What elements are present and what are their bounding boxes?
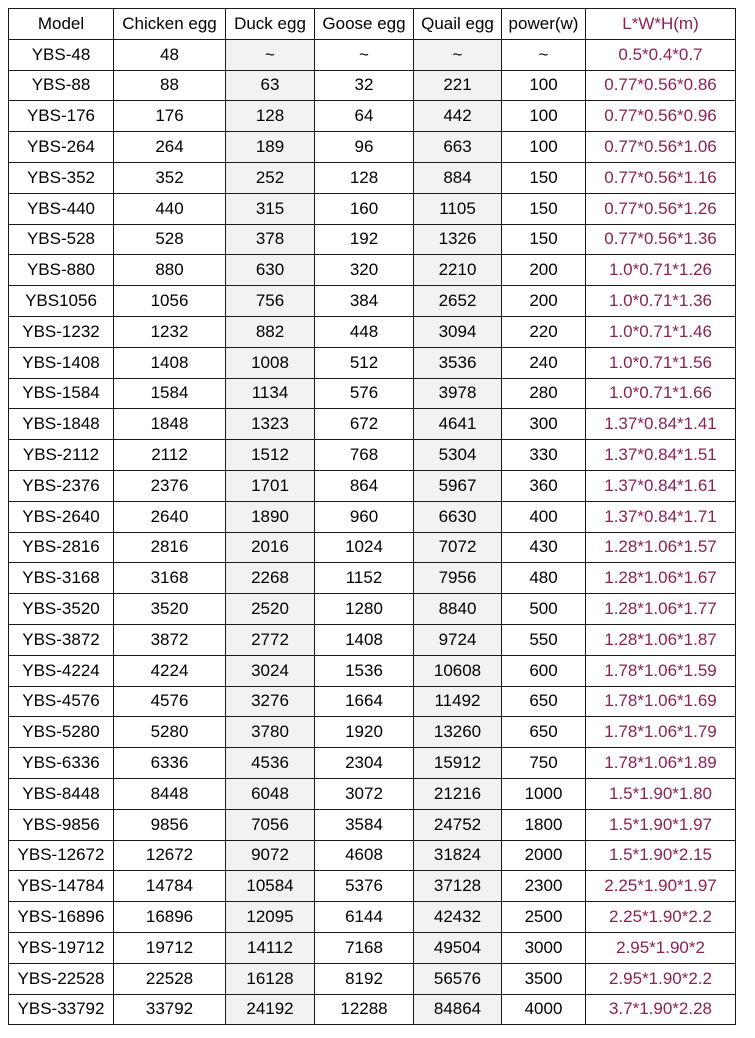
dimensions-cell: 1.37*0.84*1.51 [586,440,736,471]
dimensions-cell: 1.0*0.71*1.26 [586,255,736,286]
duck-egg-cell: 3276 [226,686,315,717]
dimensions-cell: 2.95*1.90*2.2 [586,963,736,994]
power-cell: 3500 [502,963,586,994]
dimensions-cell: 0.77*0.56*1.36 [586,224,736,255]
table-row [9,70,736,101]
duck-egg-cell: 16128 [226,963,315,994]
duck-egg-cell: 252 [226,162,315,193]
dimensions-cell: 1.5*1.90*2.15 [586,840,736,871]
power-cell: 200 [502,286,586,317]
duck-egg-cell: 14112 [226,932,315,963]
chicken-egg-cell: 4224 [114,655,226,686]
quail-egg-cell: 31824 [414,840,502,871]
goose-egg-cell: 6144 [315,902,414,933]
table-header-row [9,9,736,40]
incubator-spec-table [8,8,736,1025]
duck-egg-cell: 12095 [226,902,315,933]
table-row [9,132,736,163]
model-cell: YBS-12672 [9,840,114,871]
quail-egg-cell: 5967 [414,470,502,501]
chicken-egg-cell: 16896 [114,902,226,933]
quail-egg-cell: 2210 [414,255,502,286]
dimensions-cell: 1.28*1.06*1.77 [586,594,736,625]
power-cell: 3000 [502,932,586,963]
power-cell: 360 [502,470,586,501]
table-row [9,316,736,347]
duck-egg-cell: 63 [226,70,315,101]
model-cell: YBS-2112 [9,440,114,471]
power-cell: 280 [502,378,586,409]
chicken-egg-cell: 88 [114,70,226,101]
chicken-egg-cell: 2376 [114,470,226,501]
goose-egg-cell: 1024 [315,532,414,563]
dimensions-cell: 1.0*0.71*1.36 [586,286,736,317]
table-body [9,39,736,1025]
table-row [9,686,736,717]
chicken-egg-cell: 440 [114,193,226,224]
dimensions-cell: 0.77*0.56*1.16 [586,162,736,193]
table-row [9,286,736,317]
chicken-egg-cell: 3520 [114,594,226,625]
chicken-egg-cell: 22528 [114,963,226,994]
duck-egg-cell: 630 [226,255,315,286]
dimensions-cell: 0.77*0.56*0.96 [586,101,736,132]
chicken-egg-cell: 3168 [114,563,226,594]
duck-egg-cell: 10584 [226,871,315,902]
goose-egg-cell: 1280 [315,594,414,625]
model-cell: YBS-176 [9,101,114,132]
power-cell: 150 [502,224,586,255]
goose-egg-cell: 128 [315,162,414,193]
table-row [9,501,736,532]
duck-egg-cell: 2016 [226,532,315,563]
table-row [9,994,736,1025]
table-row [9,162,736,193]
table-row [9,840,736,871]
model-cell: YBS-880 [9,255,114,286]
model-cell: YBS-16896 [9,902,114,933]
table-row [9,378,736,409]
chicken-egg-cell: 9856 [114,809,226,840]
table-row [9,532,736,563]
duck-egg-cell: 6048 [226,778,315,809]
chicken-egg-cell: 1408 [114,347,226,378]
dimensions-cell: 1.28*1.06*1.57 [586,532,736,563]
goose-egg-cell: 192 [315,224,414,255]
power-cell: 2300 [502,871,586,902]
model-cell: YBS-4576 [9,686,114,717]
chicken-egg-cell: 880 [114,255,226,286]
model-cell: YBS1056 [9,286,114,317]
quail-egg-cell: 56576 [414,963,502,994]
quail-egg-cell: 3536 [414,347,502,378]
goose-egg-cell: 4608 [315,840,414,871]
header-chicken-egg: Chicken egg [114,9,226,40]
model-cell: YBS-88 [9,70,114,101]
power-cell: 1000 [502,778,586,809]
duck-egg-cell: 4536 [226,748,315,779]
goose-egg-cell: 1536 [315,655,414,686]
dimensions-cell: 3.7*1.90*2.28 [586,994,736,1025]
duck-egg-cell: 128 [226,101,315,132]
goose-egg-cell: 2304 [315,748,414,779]
quail-egg-cell: 11492 [414,686,502,717]
header-model: Model [9,9,114,40]
dimensions-cell: 1.5*1.90*1.80 [586,778,736,809]
goose-egg-cell: 864 [315,470,414,501]
chicken-egg-cell: 2112 [114,440,226,471]
table-row [9,255,736,286]
power-cell: 600 [502,655,586,686]
dimensions-cell: 2.25*1.90*2.2 [586,902,736,933]
power-cell: 650 [502,717,586,748]
table-row [9,347,736,378]
goose-egg-cell: 1664 [315,686,414,717]
quail-egg-cell: 13260 [414,717,502,748]
power-cell: 750 [502,748,586,779]
header-duck-egg: Duck egg [226,9,315,40]
chicken-egg-cell: 12672 [114,840,226,871]
power-cell: 150 [502,162,586,193]
quail-egg-cell: 7072 [414,532,502,563]
dimensions-cell: 0.77*0.56*1.26 [586,193,736,224]
power-cell: 650 [502,686,586,717]
chicken-egg-cell: 528 [114,224,226,255]
duck-egg-cell: 315 [226,193,315,224]
quail-egg-cell: 2652 [414,286,502,317]
goose-egg-cell: 32 [315,70,414,101]
quail-egg-cell: 37128 [414,871,502,902]
chicken-egg-cell: 1848 [114,409,226,440]
quail-egg-cell: 5304 [414,440,502,471]
quail-egg-cell: 49504 [414,932,502,963]
table-row [9,39,736,70]
quail-egg-cell: 663 [414,132,502,163]
quail-egg-cell: 10608 [414,655,502,686]
chicken-egg-cell: 4576 [114,686,226,717]
dimensions-cell: 1.78*1.06*1.79 [586,717,736,748]
quail-egg-cell: 9724 [414,624,502,655]
model-cell: YBS-3168 [9,563,114,594]
goose-egg-cell: ~ [315,39,414,70]
model-cell: YBS-1232 [9,316,114,347]
model-cell: YBS-2640 [9,501,114,532]
header-quail-egg: Quail egg [414,9,502,40]
model-cell: YBS-4224 [9,655,114,686]
table-row [9,748,736,779]
model-cell: YBS-14784 [9,871,114,902]
power-cell: 1800 [502,809,586,840]
dimensions-cell: 1.0*0.71*1.46 [586,316,736,347]
dimensions-cell: 1.5*1.90*1.97 [586,809,736,840]
goose-egg-cell: 12288 [315,994,414,1025]
goose-egg-cell: 64 [315,101,414,132]
table-row [9,871,736,902]
goose-egg-cell: 320 [315,255,414,286]
power-cell: 300 [502,409,586,440]
duck-egg-cell: 756 [226,286,315,317]
header-power: power(w) [502,9,586,40]
chicken-egg-cell: 352 [114,162,226,193]
quail-egg-cell: 42432 [414,902,502,933]
quail-egg-cell: 3094 [414,316,502,347]
power-cell: 240 [502,347,586,378]
table-row [9,409,736,440]
goose-egg-cell: 1408 [315,624,414,655]
duck-egg-cell: 189 [226,132,315,163]
table-row [9,563,736,594]
quail-egg-cell: 24752 [414,809,502,840]
table-row [9,440,736,471]
model-cell: YBS-5280 [9,717,114,748]
dimensions-cell: 1.78*1.06*1.69 [586,686,736,717]
table-row [9,717,736,748]
power-cell: 2500 [502,902,586,933]
duck-egg-cell: 1323 [226,409,315,440]
model-cell: YBS-1848 [9,409,114,440]
duck-egg-cell: 1512 [226,440,315,471]
power-cell: 200 [502,255,586,286]
dimensions-cell: 0.77*0.56*1.06 [586,132,736,163]
duck-egg-cell: 2520 [226,594,315,625]
power-cell: 550 [502,624,586,655]
dimensions-cell: 1.0*0.71*1.56 [586,347,736,378]
power-cell: 500 [502,594,586,625]
duck-egg-cell: 882 [226,316,315,347]
header-dimensions: L*W*H(m) [586,9,736,40]
model-cell: YBS-1408 [9,347,114,378]
quail-egg-cell: 221 [414,70,502,101]
power-cell: 330 [502,440,586,471]
power-cell: 220 [502,316,586,347]
chicken-egg-cell: 264 [114,132,226,163]
power-cell: 100 [502,132,586,163]
model-cell: YBS-33792 [9,994,114,1025]
duck-egg-cell: 3024 [226,655,315,686]
model-cell: YBS-440 [9,193,114,224]
table-row [9,963,736,994]
model-cell: YBS-48 [9,39,114,70]
model-cell: YBS-1584 [9,378,114,409]
model-cell: YBS-264 [9,132,114,163]
duck-egg-cell: 1890 [226,501,315,532]
quail-egg-cell: 442 [414,101,502,132]
chicken-egg-cell: 5280 [114,717,226,748]
table-row [9,809,736,840]
chicken-egg-cell: 1232 [114,316,226,347]
duck-egg-cell: 3780 [226,717,315,748]
goose-egg-cell: 768 [315,440,414,471]
duck-egg-cell: 9072 [226,840,315,871]
table-row [9,594,736,625]
table-row [9,655,736,686]
duck-egg-cell: 378 [226,224,315,255]
quail-egg-cell: 15912 [414,748,502,779]
dimensions-cell: 1.37*0.84*1.61 [586,470,736,501]
goose-egg-cell: 5376 [315,871,414,902]
chicken-egg-cell: 48 [114,39,226,70]
goose-egg-cell: 960 [315,501,414,532]
quail-egg-cell: ~ [414,39,502,70]
model-cell: YBS-3520 [9,594,114,625]
dimensions-cell: 2.95*1.90*2 [586,932,736,963]
power-cell: 430 [502,532,586,563]
duck-egg-cell: 1134 [226,378,315,409]
power-cell: 4000 [502,994,586,1025]
dimensions-cell: 1.28*1.06*1.87 [586,624,736,655]
table-row [9,932,736,963]
header-goose-egg: Goose egg [315,9,414,40]
dimensions-cell: 0.5*0.4*0.7 [586,39,736,70]
power-cell: 100 [502,70,586,101]
goose-egg-cell: 672 [315,409,414,440]
goose-egg-cell: 7168 [315,932,414,963]
quail-egg-cell: 1105 [414,193,502,224]
model-cell: YBS-22528 [9,963,114,994]
model-cell: YBS-2816 [9,532,114,563]
power-cell: 100 [502,101,586,132]
duck-egg-cell: 2268 [226,563,315,594]
quail-egg-cell: 6630 [414,501,502,532]
model-cell: YBS-9856 [9,809,114,840]
power-cell: 2000 [502,840,586,871]
chicken-egg-cell: 6336 [114,748,226,779]
chicken-egg-cell: 176 [114,101,226,132]
goose-egg-cell: 3072 [315,778,414,809]
quail-egg-cell: 84864 [414,994,502,1025]
table-row [9,193,736,224]
dimensions-cell: 1.78*1.06*1.89 [586,748,736,779]
power-cell: 480 [502,563,586,594]
quail-egg-cell: 884 [414,162,502,193]
model-cell: YBS-3872 [9,624,114,655]
chicken-egg-cell: 8448 [114,778,226,809]
chicken-egg-cell: 19712 [114,932,226,963]
dimensions-cell: 1.37*0.84*1.41 [586,409,736,440]
duck-egg-cell: 1008 [226,347,315,378]
duck-egg-cell: 2772 [226,624,315,655]
chicken-egg-cell: 14784 [114,871,226,902]
duck-egg-cell: ~ [226,39,315,70]
quail-egg-cell: 1326 [414,224,502,255]
model-cell: YBS-352 [9,162,114,193]
chicken-egg-cell: 2640 [114,501,226,532]
model-cell: YBS-528 [9,224,114,255]
chicken-egg-cell: 2816 [114,532,226,563]
chicken-egg-cell: 33792 [114,994,226,1025]
dimensions-cell: 1.78*1.06*1.59 [586,655,736,686]
model-cell: YBS-8448 [9,778,114,809]
dimensions-cell: 2.25*1.90*1.97 [586,871,736,902]
table-row [9,101,736,132]
dimensions-cell: 1.28*1.06*1.67 [586,563,736,594]
chicken-egg-cell: 3872 [114,624,226,655]
dimensions-cell: 1.0*0.71*1.66 [586,378,736,409]
goose-egg-cell: 96 [315,132,414,163]
power-cell: ~ [502,39,586,70]
model-cell: YBS-19712 [9,932,114,963]
duck-egg-cell: 7056 [226,809,315,840]
goose-egg-cell: 1152 [315,563,414,594]
table-row [9,470,736,501]
power-cell: 400 [502,501,586,532]
quail-egg-cell: 3978 [414,378,502,409]
chicken-egg-cell: 1056 [114,286,226,317]
duck-egg-cell: 24192 [226,994,315,1025]
quail-egg-cell: 4641 [414,409,502,440]
goose-egg-cell: 512 [315,347,414,378]
model-cell: YBS-6336 [9,748,114,779]
duck-egg-cell: 1701 [226,470,315,501]
table-row [9,224,736,255]
quail-egg-cell: 21216 [414,778,502,809]
table-row [9,902,736,933]
table-row [9,624,736,655]
goose-egg-cell: 448 [315,316,414,347]
dimensions-cell: 0.77*0.56*0.86 [586,70,736,101]
goose-egg-cell: 160 [315,193,414,224]
goose-egg-cell: 576 [315,378,414,409]
quail-egg-cell: 7956 [414,563,502,594]
goose-egg-cell: 384 [315,286,414,317]
table-row [9,778,736,809]
power-cell: 150 [502,193,586,224]
model-cell: YBS-2376 [9,470,114,501]
goose-egg-cell: 8192 [315,963,414,994]
goose-egg-cell: 3584 [315,809,414,840]
chicken-egg-cell: 1584 [114,378,226,409]
quail-egg-cell: 8840 [414,594,502,625]
dimensions-cell: 1.37*0.84*1.71 [586,501,736,532]
goose-egg-cell: 1920 [315,717,414,748]
